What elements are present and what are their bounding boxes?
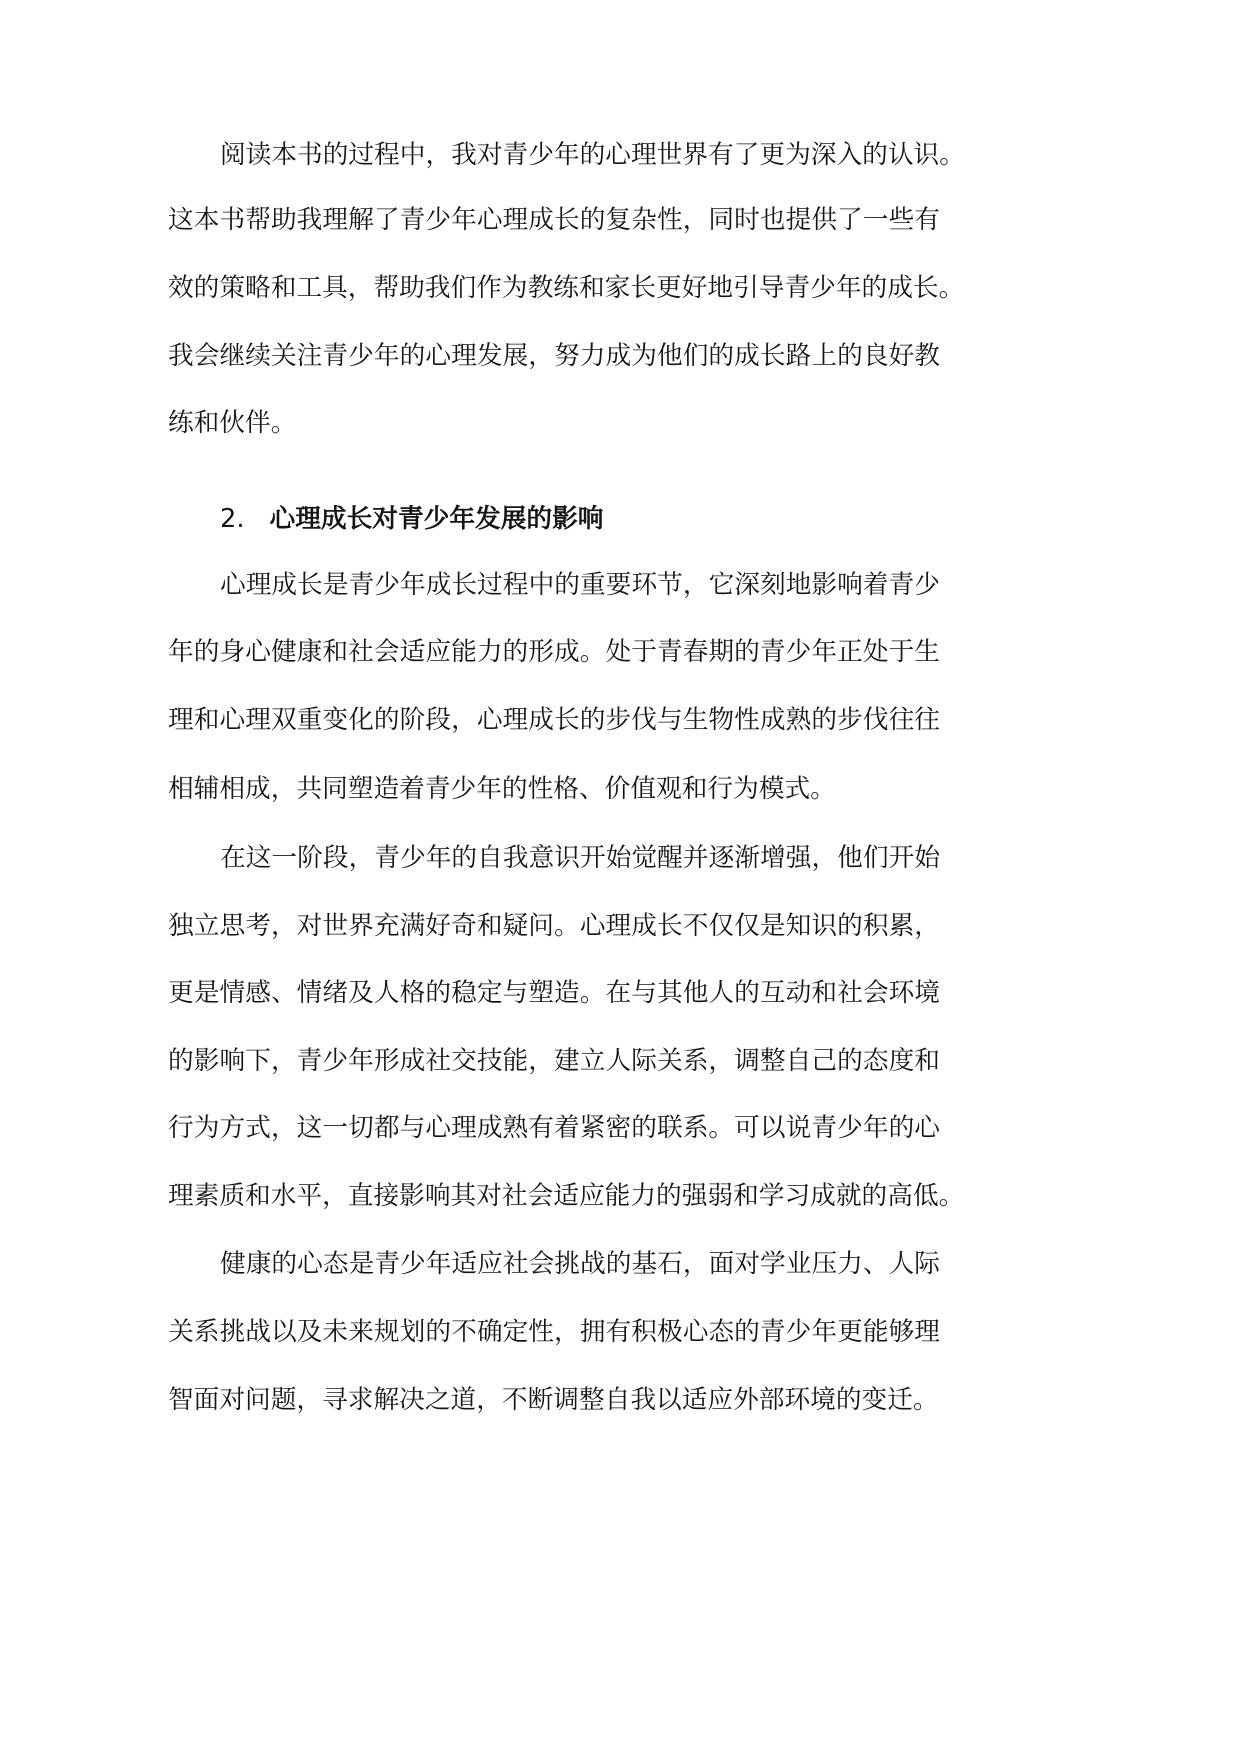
paragraph-line: 这本书帮助我理解了青少年心理成长的复杂性，同时也提供了一些有 [168, 205, 940, 235]
paragraph-line: 年的身心健康和社会适应能力的形成。处于青春期的青少年正处于生 [168, 637, 940, 667]
paragraph-line: 智面对问题，寻求解决之道，不断调整自我以适应外部环境的变迁。 [168, 1385, 939, 1415]
paragraph-line: 在这一阶段，青少年的自我意识开始觉醒并逐渐增强，他们开始 [220, 843, 940, 873]
section-title: 心理成长对青少年发展的影响 [269, 504, 604, 534]
paragraph-line: 的影响下，青少年形成社交技能，建立人际关系，调整自己的态度和 [168, 1046, 940, 1076]
paragraph-line: 健康的心态是青少年适应社会挑战的基石，面对学业压力、人际 [220, 1249, 940, 1279]
paragraph-line: 行为方式，这一切都与心理成熟有着紧密的联系。可以说青少年的心 [168, 1113, 940, 1143]
paragraph-line: 独立思考，对世界充满好奇和疑问。心理成长不仅仅是知识的积累， [168, 911, 940, 941]
paragraph-line: 理和心理双重变化的阶段，心理成长的步伐与生物性成熟的步伐往往 [168, 705, 940, 735]
paragraph-line: 练和伙伴。 [168, 408, 297, 438]
paragraph-line: 心理成长是青少年成长过程中的重要环节，它深刻地影响着青少 [220, 570, 940, 600]
paragraph-line: 相辅相成，共同塑造着青少年的性格、价值观和行为模式。 [168, 774, 836, 804]
paragraph-line: 效的策略和工具，帮助我们作为教练和家长更好地引导青少年的成长。 [168, 273, 965, 303]
paragraph-line: 我会继续关注青少年的心理发展，努力成为他们的成长路上的良好教 [168, 341, 940, 371]
paragraph-line: 关系挑战以及未来规划的不确定性，拥有积极心态的青少年更能够理 [168, 1317, 940, 1347]
paragraph-line: 理素质和水平，直接影响其对社会适应能力的强弱和学习成就的高低。 [168, 1181, 965, 1211]
paragraph-line: 阅读本书的过程中，我对青少年的心理世界有了更为深入的认识。 [220, 140, 965, 170]
paragraph-line: 更是情感、情绪及人格的稳定与塑造。在与其他人的互动和社会环境 [168, 978, 940, 1008]
section-number: 2. [220, 504, 245, 534]
section-heading [220, 502, 603, 536]
